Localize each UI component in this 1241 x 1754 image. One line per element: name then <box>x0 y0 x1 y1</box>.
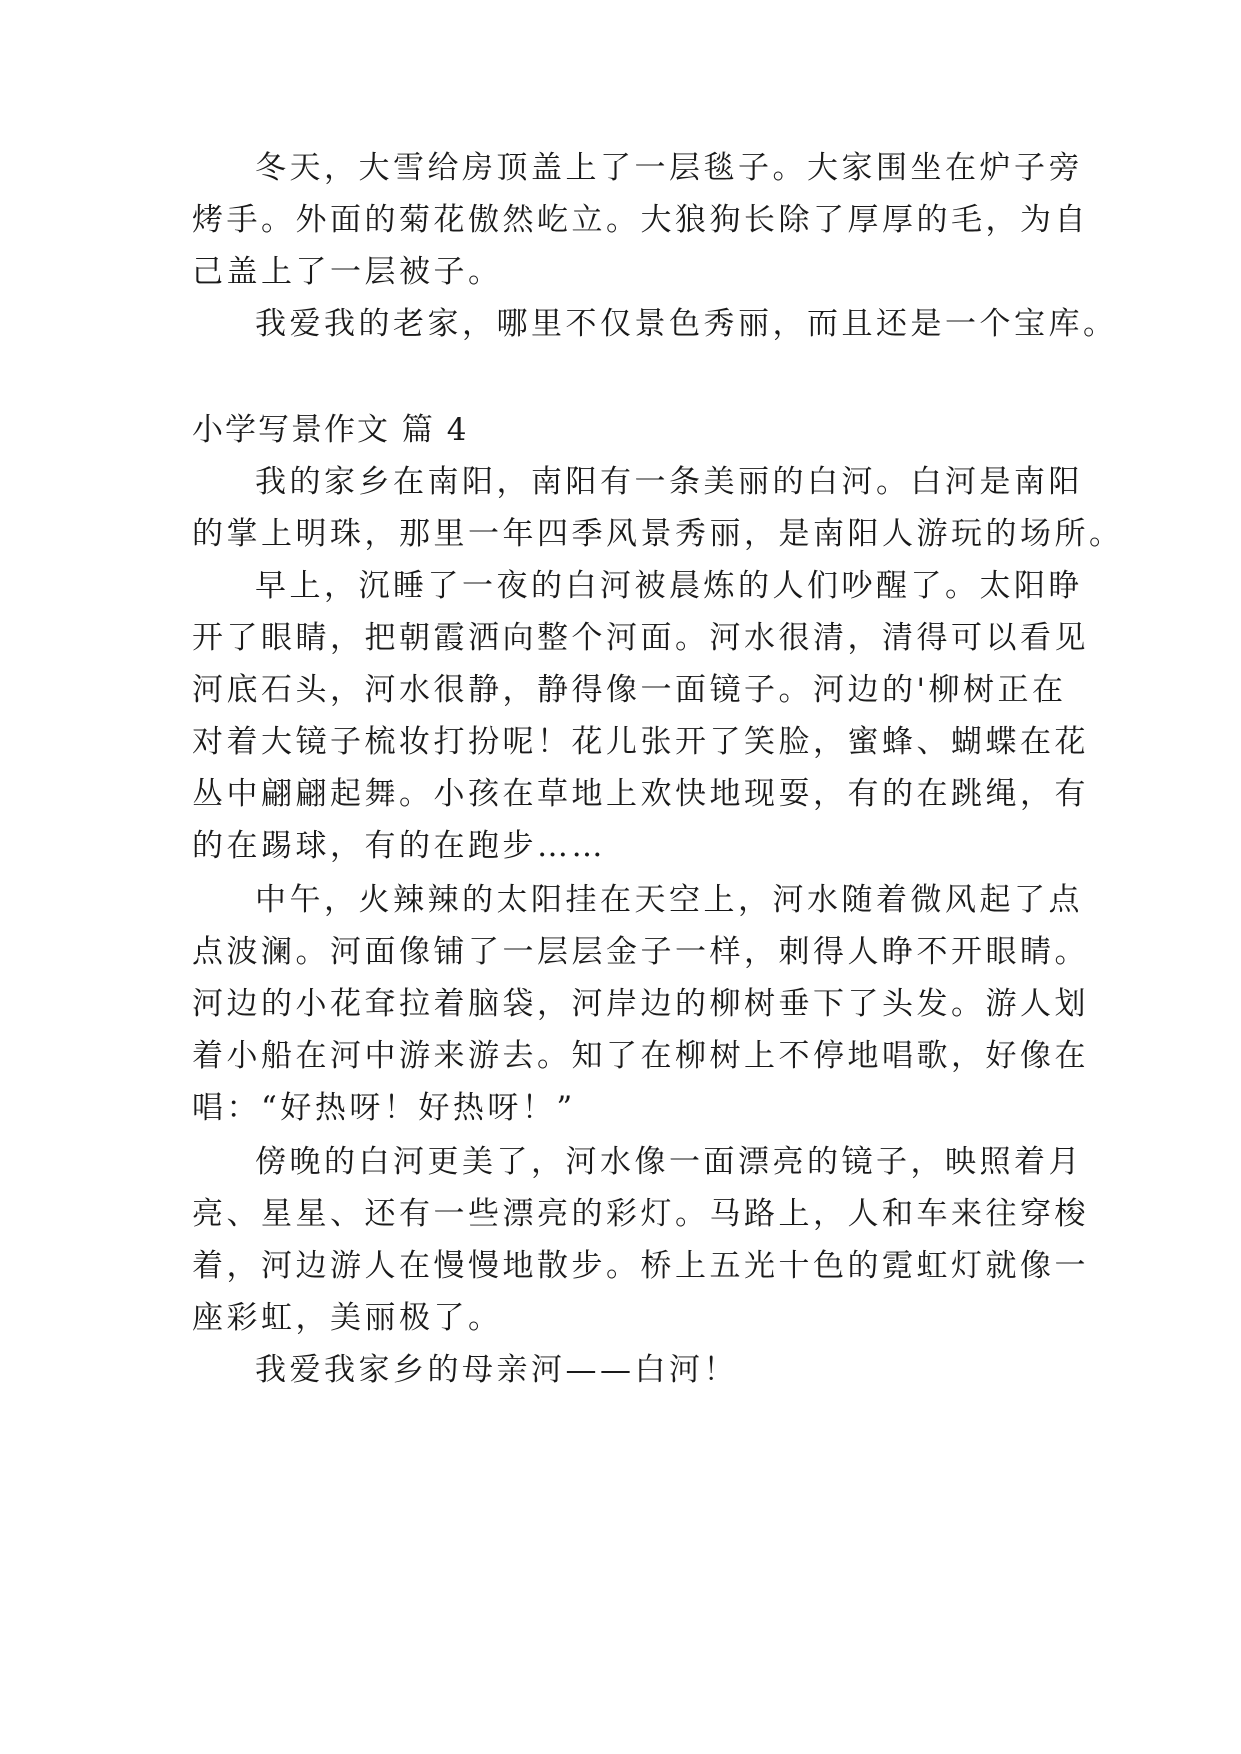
text-line: 早上，沉睡了一夜的白河被晨炼的人们吵醒了。太阳睁 <box>255 568 1083 604</box>
text-line: 的在踢球，有的在跑步…… <box>192 828 606 864</box>
text-line: 己盖上了一层被子。 <box>192 254 503 290</box>
text-line: 唱：“好热呀！好热呀！” <box>192 1090 576 1126</box>
text-line: 着，河边游人在慢慢地散步。桥上五光十色的霓虹灯就像一 <box>192 1248 1089 1284</box>
text-line: 河底石头，河水很静，静得像一面镜子。河边的'柳树正在 <box>192 672 1067 708</box>
text-line: 亮、星星、还有一些漂亮的彩灯。马路上，人和车来往穿梭 <box>192 1196 1089 1232</box>
text-line: 我的家乡在南阳，南阳有一条美丽的白河。白河是南阳 <box>255 464 1083 500</box>
text-line: 的掌上明珠，那里一年四季风景秀丽，是南阳人游玩的场所。 <box>192 516 1124 552</box>
text-line: 我爱我的老家，哪里不仅景色秀丽，而且还是一个宝库。 <box>255 306 1118 342</box>
text-line: 傍晚的白河更美了，河水像一面漂亮的镜子，映照着月 <box>255 1144 1083 1180</box>
text-line: 烤手。外面的菊花傲然屹立。大狼狗长除了厚厚的毛，为自 <box>192 202 1089 238</box>
section-heading: 小学写景作文 篇 4 <box>192 412 469 448</box>
text-line: 开了眼睛，把朝霞洒向整个河面。河水很清，清得可以看见 <box>192 620 1089 656</box>
text-line: 点波澜。河面像铺了一层层金子一样，刺得人睁不开眼睛。 <box>192 934 1089 970</box>
text-line: 座彩虹，美丽极了。 <box>192 1300 503 1336</box>
text-line: 对着大镜子梳妆打扮呢！花儿张开了笑脸，蜜蜂、蝴蝶在花 <box>192 724 1089 760</box>
text-line: 中午，火辣辣的太阳挂在天空上，河水随着微风起了点 <box>255 882 1083 918</box>
text-line: 着小船在河中游来游去。知了在柳树上不停地唱歌，好像在 <box>192 1038 1089 1074</box>
text-line: 河边的小花耷拉着脑袋，河岸边的柳树垂下了头发。游人划 <box>192 986 1089 1022</box>
text-line: 冬天，大雪给房顶盖上了一层毯子。大家围坐在炉子旁 <box>255 150 1083 186</box>
text-line: 丛中翩翩起舞。小孩在草地上欢快地现耍，有的在跳绳，有 <box>192 776 1089 812</box>
text-line: 我爱我家乡的母亲河——白河！ <box>255 1352 738 1388</box>
